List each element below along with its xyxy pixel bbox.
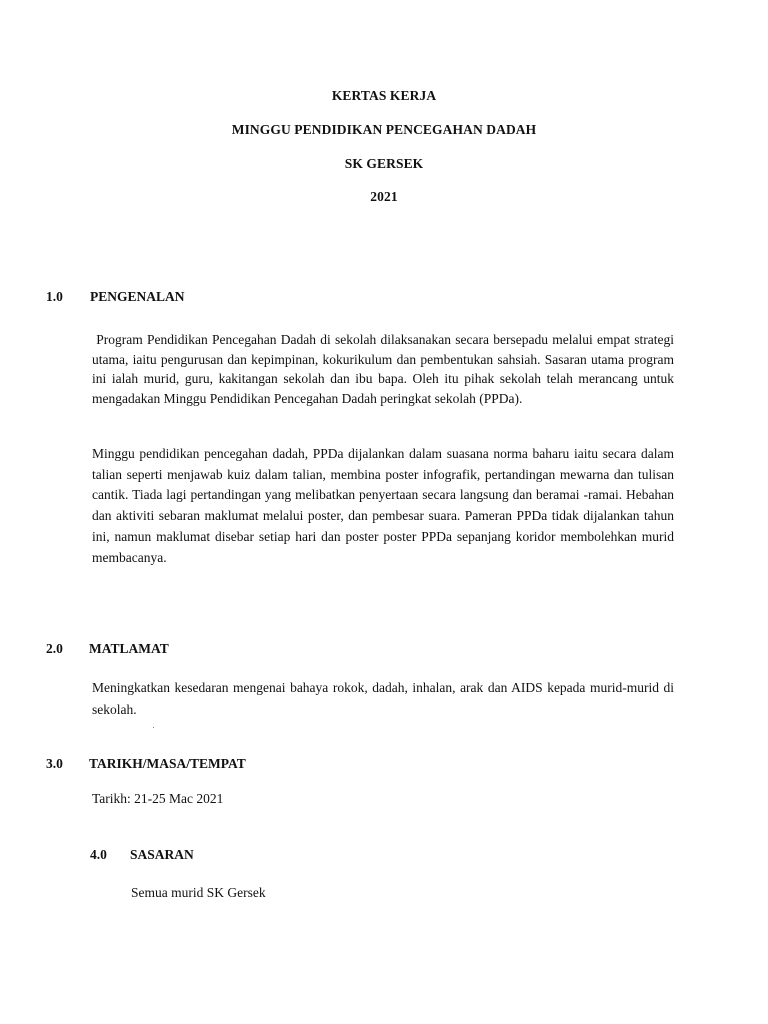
section-heading-matlamat xyxy=(46,641,169,657)
paragraph-pengenalan-2: Minggu pendidikan pencegahan dadah, PPDa dijalankan dalam suasana norma baharu iaitu secara dalam talian seperti menjawab kuiz dalam talian, membina poster infografik, pertandingan mewarna dan tulisan cantik. Tiada lagi pertandingan yang melibatkan penyertaan secara langsung dan beramai -ramai. Hebahan dan aktiviti sebaran maklumat melalui poster, dan pembesar suara. Pameran PPDa tidak dijalankan tahun ini, namun maklumat disebar setiap hari dan poster poster PPDa sepanjang koridor membolehkan murid membacanya. xyxy=(92,446,674,565)
section-title: MATLAMAT xyxy=(89,641,169,656)
section-title: SASARAN xyxy=(130,847,194,862)
stray-dot xyxy=(153,727,154,728)
doc-year: 2021 xyxy=(370,189,398,204)
section-heading-pengenalan xyxy=(46,289,185,305)
paragraph-matlamat: Meningkatkan kesedaran mengenai bahaya rokok, dadah, inhalan, arak dan AIDS kepada murid-murid di sekolah. xyxy=(92,680,674,717)
section-number: 1.0 xyxy=(46,289,63,304)
section-heading-tarikh xyxy=(46,756,246,772)
school-name: SK GERSEK xyxy=(344,156,424,171)
doc-title: KERTAS KERJA xyxy=(331,88,437,103)
paragraph-tarikh: Tarikh: 21-25 Mac 2021 xyxy=(92,791,224,806)
section-number: 2.0 xyxy=(46,641,63,656)
section-heading-sasaran xyxy=(90,847,194,863)
paragraph-pengenalan-1: Program Pendidikan Pencegahan Dadah di sekolah dilaksanakan secara bersepadu melalui empat strategi utama, iaitu pengurusan dan kepimpinan, kokurikulum dan pembentukan sahsiah. Sasaran utama program ini ialah murid, guru, kakitangan sekolah dan ibu bapa. Oleh itu pihak sekolah telah merancang untuk mengadakan Minggu Pendidikan Pencegahan Dadah peringkat sekolah (PPDa). xyxy=(92,332,678,406)
section-number: 4.0 xyxy=(90,847,107,862)
section-title: TARIKH/MASA/TEMPAT xyxy=(89,756,246,771)
section-title: PENGENALAN xyxy=(90,289,185,304)
paragraph-sasaran: Semua murid SK Gersek xyxy=(131,885,266,900)
doc-subtitle: MINGGU PENDIDIKAN PENCEGAHAN DADAH xyxy=(231,122,537,137)
section-number: 3.0 xyxy=(46,756,63,771)
